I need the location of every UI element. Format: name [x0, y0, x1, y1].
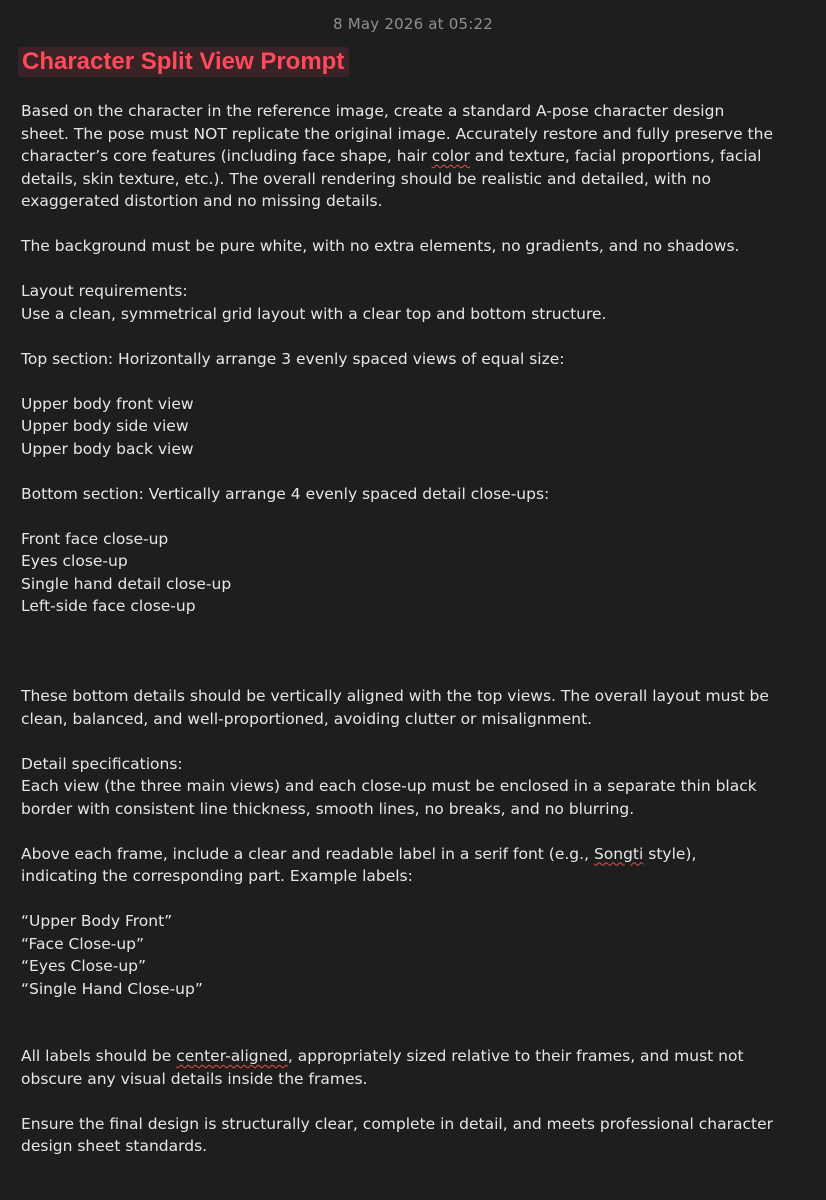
blank-line [21, 213, 816, 236]
spellcheck-underline[interactable]: center-aligned [176, 1047, 288, 1065]
blank-line [21, 888, 816, 911]
note-line: Bottom section: Vertically arrange 4 evenly spaced detail close-ups: [21, 484, 550, 503]
spellcheck-underline[interactable]: Songti [593, 844, 644, 863]
note-line: Front face close-up [21, 529, 169, 548]
note-line: sheet. The pose must NOT replicate the original image. Accurately restore and fully preserve the [21, 124, 773, 143]
blank-line [21, 325, 816, 348]
note-line: clean, balanced, and well-proportioned, avoiding clutter or misalignment. [21, 709, 593, 728]
note-line: All labels should be center-aligned, appropriately sized relative to their frames, and must not [21, 1047, 744, 1065]
blank-line [21, 1023, 816, 1046]
note-line: The background must be pure white, with no extra elements, no gradients, and no shadows. [21, 237, 740, 255]
blank-line [21, 820, 816, 843]
note-line: “Face Close-up” [21, 934, 145, 953]
note-line: Detail specifications: [21, 754, 183, 773]
note-line: character’s core features (including face shape, hair color and texture, facial proportions, facial [21, 147, 762, 165]
note-line: Use a clean, symmetrical grid layout with a clear top and bottom structure. [21, 304, 607, 323]
note-line: border with consistent line thickness, smooth lines, no breaks, and no blurring. [21, 799, 635, 818]
note-line: Above each frame, include a clear and readable label in a serif font (e.g., Songti style), [21, 844, 697, 863]
note-line: Left-side face close-up [21, 597, 196, 615]
blank-line [21, 663, 816, 686]
note-line: details, skin texture, etc.). The overall rendering should be realistic and detailed, with no [21, 169, 711, 188]
note-line: Layout requirements: [21, 282, 188, 300]
blank-line [21, 505, 816, 528]
blank-line [21, 460, 816, 483]
spellcheck-underline[interactable]: color [431, 147, 470, 165]
note-line: Top section: Horizontally arrange 3 evenly spaced views of equal size: [21, 349, 565, 368]
blank-line [21, 640, 816, 663]
note-line: Upper body front view [21, 394, 194, 413]
note-line: obscure any visual details inside the frames. [21, 1069, 368, 1088]
note-line: Single hand detail close-up [21, 574, 232, 593]
note-line: Each view (the three main views) and each close-up must be enclosed in a separate thin black [21, 777, 757, 795]
note-line: Based on the character in the reference image, create a standard A-pose character design [21, 102, 725, 120]
note-line: indicating the corresponding part. Example labels: [21, 867, 413, 885]
note-body-text[interactable] [21, 100, 816, 1158]
blank-line [21, 618, 816, 641]
note-line: design sheet standards. [21, 1137, 208, 1155]
note-line: Upper body side view [21, 417, 189, 435]
blank-line [21, 258, 816, 281]
blank-line [21, 1000, 816, 1023]
note-line: Eyes close-up [21, 552, 128, 570]
note-line: “Upper Body Front” [21, 912, 173, 930]
note-line: exaggerated distortion and no missing details. [21, 192, 383, 210]
blank-line [21, 370, 816, 393]
note-title-container [18, 47, 349, 77]
note-line: Upper body back view [21, 439, 194, 458]
note-line: “Eyes Close-up” [21, 957, 147, 975]
blank-line [21, 730, 816, 753]
note-line: Ensure the final design is structurally clear, complete in detail, and meets professional character [21, 1114, 773, 1133]
note-title[interactable]: Character Split View Prompt [18, 47, 349, 77]
blank-line [21, 1090, 816, 1113]
note-line: These bottom details should be vertically aligned with the top views. The overall layout must be [21, 687, 769, 705]
note-timestamp: 8 May 2026 at 05:22 [333, 15, 493, 33]
note-line: “Single Hand Close-up” [21, 979, 203, 998]
